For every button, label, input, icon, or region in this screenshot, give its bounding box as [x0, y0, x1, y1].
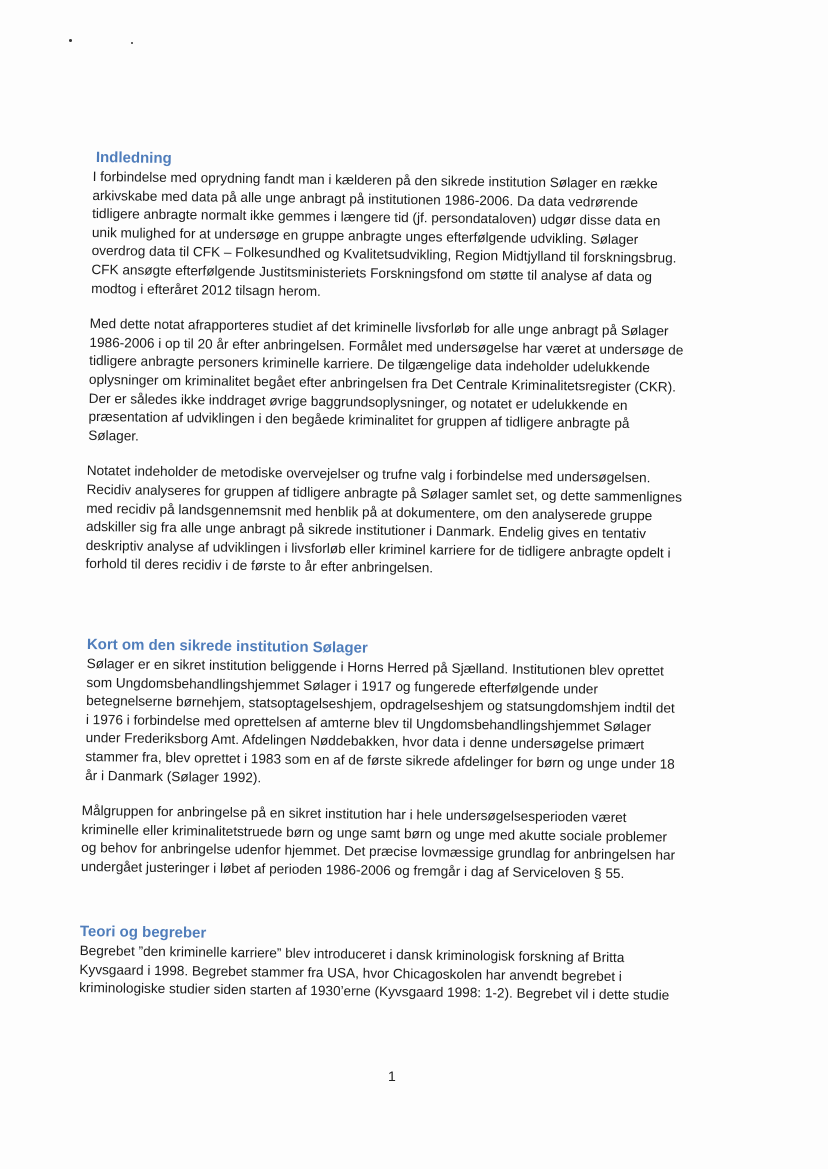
text-line: Kyvsgaard i 1998. Begrebet stammer fra USA, hvor Chicagoskolen har anvendt begrebet i — [79, 961, 622, 984]
text-line: i 1976 i forbindelse med oprettelsen af amterne blev til Ungdomsbehandlingshjemmet Sølager — [85, 711, 652, 735]
text-line: Med dette notat afrapporteres studiet af det kriminelle livsforløb for alle unge anbragt på Sølager — [89, 316, 669, 339]
text-line: CFK ansøgte efterfølgende Justitsministeriets Forskningsfond om støtte til analyse af data og — [91, 261, 653, 285]
section-heading: Teori og begreber — [79, 923, 207, 942]
text-line: med recidiv på landsgennemsnit med henblik på at dokumentere, om den analyserede gruppe — [86, 500, 653, 523]
text-line: og behov for anbringelse udenfor hjemmet. Det præcise lovmæssige grundlag for anbringelsen har — [81, 840, 676, 864]
text-line: præsentation af udviklingen i den begåede kriminalitet for gruppen af tidligere anbragte på — [88, 409, 630, 432]
text-line: tidligere anbragte personers kriminelle karriere. De tilgængelige data indeholder udelukkende — [89, 353, 650, 376]
text-line: stammer fra, blev oprettet i 1983 som en af de første sikrede afdelinger for børn og unge under 18 — [85, 748, 675, 772]
text-line: oplysninger om kriminalitet begået efter anbringelsen fra Det Centrale Kriminalitetsregister (CKR). — [88, 371, 677, 395]
paragraph — [79, 942, 670, 1006]
page-number: 1 — [388, 1068, 396, 1084]
paragraph — [85, 462, 682, 581]
paragraph — [88, 315, 684, 453]
paragraph — [91, 168, 686, 306]
text-line: Sølager er en sikret institution beliggende i Horns Herred på Sjælland. Institutionen blev oprettet — [86, 655, 664, 679]
paragraph — [85, 655, 678, 793]
paragraph — [81, 802, 676, 884]
text-line: modtog i efteråret 2012 tilsagn herom. — [91, 280, 321, 299]
scan-speck — [69, 39, 72, 42]
text-line: arkivskabe med data på alle unge anbragt på institutionen 1986-2006. Da data vedrørende — [92, 187, 639, 210]
text-line: Der er således ikke inddraget øvrige baggrundsoplysninger, og notatet er udelukkende en — [88, 390, 628, 413]
section-heading: Indledning — [95, 149, 172, 167]
text-line: undergået justeringer i løbet af perioden 1986-2006 og fremgår i dag af Serviceloven § 55. — [80, 858, 625, 881]
text-line: som Ungdomsbehandlingshjemmet Sølager i 1917 og fungerede efterfølgende under — [86, 674, 599, 697]
text-line: Begrebet ”den kriminelle karriere” blev introduceret i dansk kriminologisk forskning af Britta — [79, 942, 625, 966]
text-line: adskiller sig fra alle unge anbragt på sikrede institutioner i Danmark. Endelig gives en tentativ — [85, 518, 647, 542]
text-line: overdrog data til CFK – Folkesundhed og Kvalitetsudvikling, Region Midtjylland til forskningsbrug. — [91, 243, 677, 266]
text-line: under Frederiksborg Amt. Afdelingen Nøddebakken, hvor data i denne undersøgelse primært — [85, 730, 645, 753]
text-line: kriminelle eller kriminalitetstruede børn og unge samt børn og unge med akutte sociale problemer — [81, 821, 668, 845]
text-line: unik mulighed for at undersøge en gruppe anbragte unges efterfølgende udvikling. Sølager — [91, 224, 639, 247]
text-line: betegnelserne børnehjem, statsoptagelseshjem, opdragelseshjem og statsungdomshjem indtil det — [86, 693, 675, 716]
text-line: Sølager. — [88, 427, 139, 444]
text-line: deskriptiv analyse af udviklingen i livsforløb eller kriminel karriere for de tidligere anbragte opdelt i — [85, 537, 671, 561]
text-line: tidligere anbragte normalt ikke gemmes i længere tid (jf. persondataloven) udgør disse data en — [92, 206, 661, 229]
text-line: I forbindelse med oprydning fandt man i kælderen på den sikrede institution Sølager en række — [92, 168, 658, 192]
text-line: Recidiv analyseres for gruppen af tidligere anbragte på Sølager samlet set, og dette sammenlignes — [86, 481, 683, 505]
text-line: Målgruppen for anbringelse på en sikret institution har i hele undersøgelsesperioden været — [81, 803, 627, 826]
text-line: kriminologiske studier siden starten af 1930’erne (Kyvsgaard 1998: 1-2). Begrebet vil i dette studie — [79, 980, 670, 1003]
section-indledning — [85, 149, 686, 582]
scan-speck — [131, 42, 133, 44]
section-kort-om-soelager — [80, 636, 678, 884]
text-line: Notatet indeholder de metodiske overvejelser og trufne valg i forbindelse med undersøgelsen. — [86, 463, 651, 486]
text-line: år i Danmark (Sølager 1992). — [85, 767, 262, 785]
text-line: forhold til deres recidiv i de første to år efter anbringelsen. — [85, 556, 434, 576]
text-line: 1986-2006 i op til 20 år efter anbringelsen. Formålet med undersøgelse har været at undersøge de — [89, 334, 684, 358]
section-teori-og-begreber — [79, 923, 670, 1005]
section-heading: Kort om den sikrede institution Sølager — [86, 636, 368, 657]
